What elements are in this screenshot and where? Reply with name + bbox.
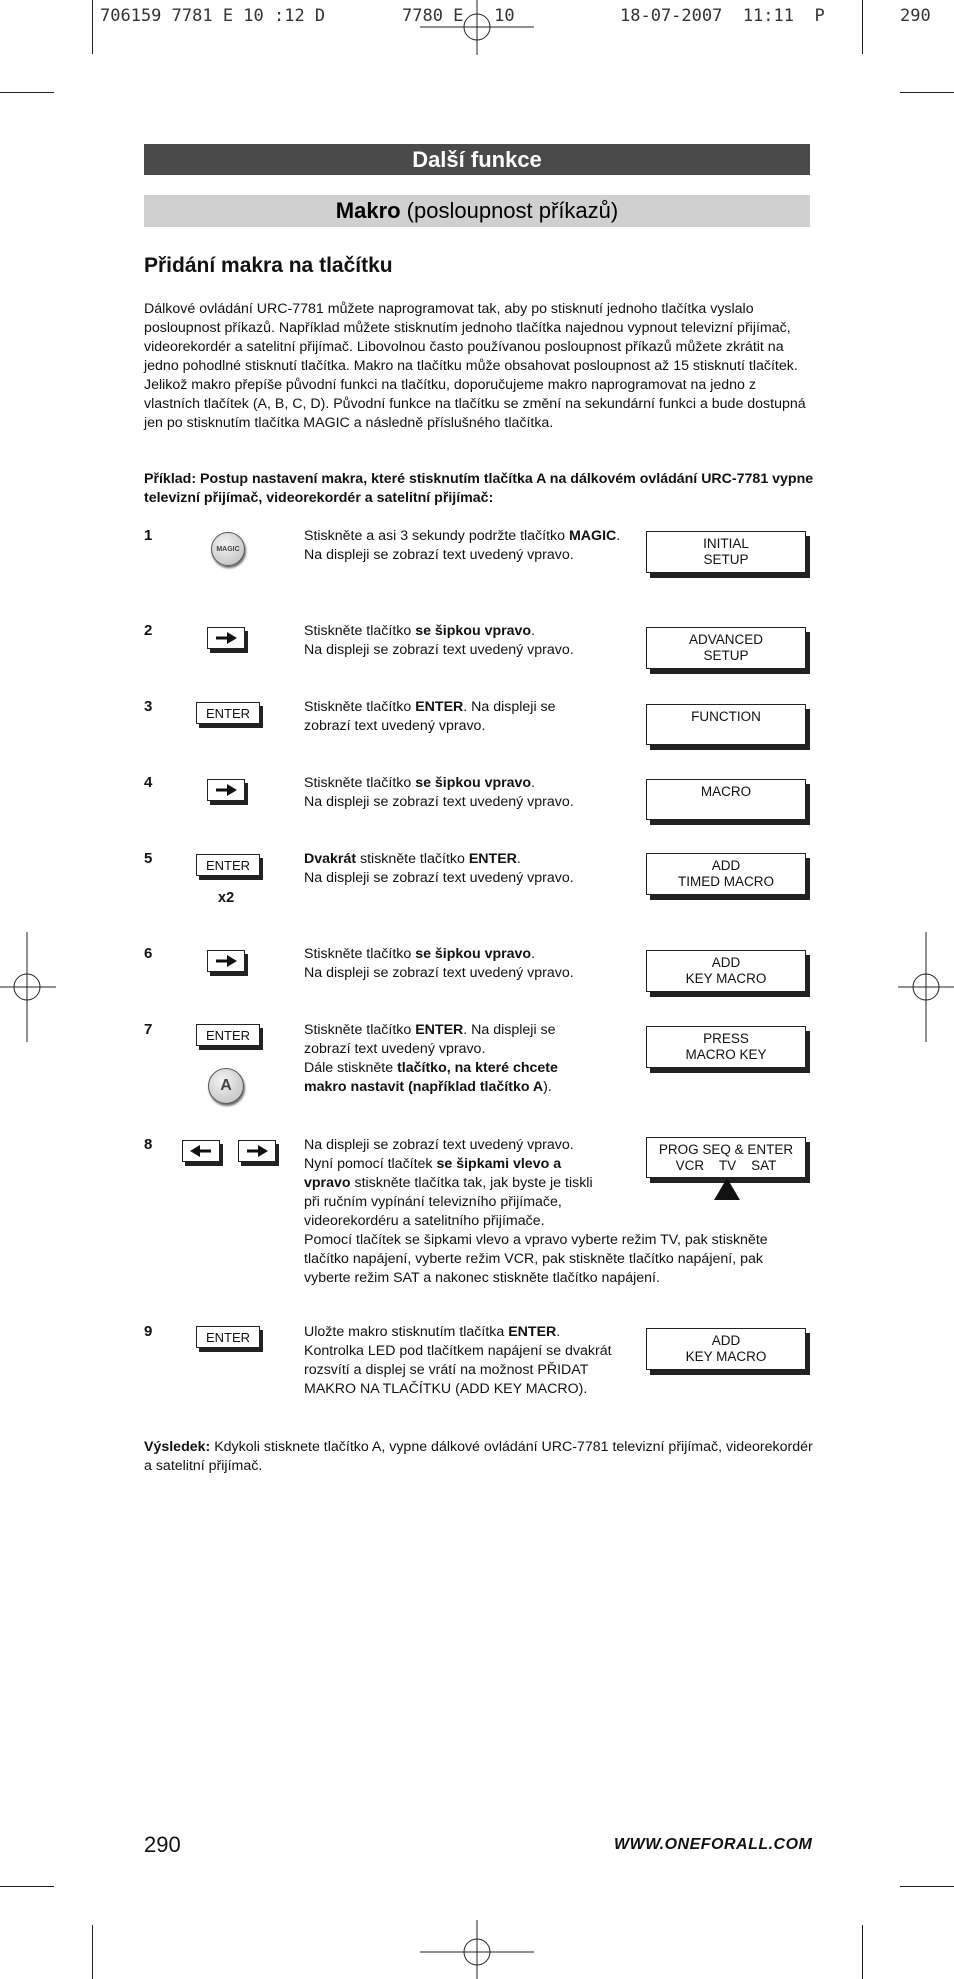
crop-mark bbox=[862, 0, 863, 54]
result-text: Výsledek: Kdykoli stisknete tlačítko A, vypne dálkové ovládání URC-7781 televizní přijímač, videorekordér a satelitní přijímač. bbox=[144, 1439, 813, 1474]
slug-file: 7780 E 10 bbox=[402, 6, 515, 26]
enter-button-icon: ENTER bbox=[196, 1024, 260, 1046]
right-arrow-button-icon bbox=[207, 950, 245, 972]
step-description: Stiskněte tlačítko se šipkou vpravo. Na displeji se zobrazí text uvedený vpravo. bbox=[304, 775, 574, 810]
crop-mark bbox=[0, 92, 54, 93]
slug-datetime: 18-07-2007 11:11 P bbox=[620, 6, 825, 26]
step-number: 2 bbox=[144, 622, 153, 639]
step-number: 7 bbox=[144, 1021, 153, 1038]
enter-button-icon: ENTER bbox=[196, 1326, 260, 1348]
lcd-display: PROG SEQ & ENTER VCR TV SAT bbox=[646, 1137, 806, 1178]
step-number: 5 bbox=[144, 850, 153, 867]
subsection-title: Makro bbox=[335, 198, 401, 223]
enter-button-icon: ENTER bbox=[196, 702, 260, 724]
step-number: 3 bbox=[144, 698, 153, 715]
lcd-display: ADVANCED SETUP bbox=[646, 627, 806, 669]
slug-page: 290 bbox=[900, 6, 931, 26]
step-description: Stiskněte a asi 3 sekundy podržte tlačítko MAGIC. Na displeji se zobrazí text uvedený vpravo. bbox=[304, 528, 621, 563]
registration-mark-top bbox=[420, 0, 534, 60]
step-description: Dvakrát stiskněte tlačítko ENTER. Na displeji se zobrazí text uvedený vpravo. bbox=[304, 851, 574, 886]
step-number: 1 bbox=[144, 527, 153, 544]
press-twice-label: x2 bbox=[218, 890, 235, 906]
lcd-display: PRESS MACRO KEY bbox=[646, 1026, 806, 1068]
crop-mark bbox=[900, 92, 954, 93]
registration-mark-bottom bbox=[420, 1920, 534, 1979]
crop-mark bbox=[862, 1925, 863, 1979]
lcd-display: FUNCTION bbox=[646, 704, 806, 745]
magic-button-icon: MAGIC bbox=[211, 532, 245, 566]
slug-job: 706159 7781 E 10 :12 D bbox=[100, 6, 326, 26]
lcd-display: ADD KEY MACRO bbox=[646, 950, 806, 992]
step-description: Stiskněte tlačítko ENTER. Na displeji se zobrazí text uvedený vpravo. Dále stiskněte tlačítko, na které chcete makro nastavit (například tlačítko A). bbox=[304, 1022, 558, 1095]
right-arrow-button-icon bbox=[207, 779, 245, 801]
step-description: Na displeji se zobrazí text uvedený vpravo. Nyní pomocí tlačítek se šipkami vlevo a vpravo stiskněte tlačítka tak, jak byste je tiskli při ručním vypínání televizního přijímače, videorekordéru a satelitního přijímače. bbox=[304, 1137, 593, 1229]
step-number: 8 bbox=[144, 1136, 153, 1153]
lcd-display: MACRO bbox=[646, 779, 806, 820]
section-header: Další funkce bbox=[144, 144, 810, 175]
up-arrow-pointer-icon bbox=[712, 1178, 742, 1202]
lcd-display: INITIAL SETUP bbox=[646, 531, 806, 573]
subsection-subtitle: (posloupnost příkazů) bbox=[400, 198, 619, 223]
right-arrow-button-icon bbox=[238, 1140, 276, 1162]
left-arrow-button-icon bbox=[182, 1140, 220, 1162]
example-heading: Příklad: Postup nastavení makra, které stisknutím tlačítka A na dálkovém ovládání URC-7781 vypne televizní přijímač, videorekordér a satelitní přijímač: bbox=[144, 471, 814, 506]
step-description-continued: Pomocí tlačítek se šipkami vlevo a vpravo vyberte režim TV, pak stiskněte tlačítko napájení, vyberte režim VCR, pak stiskněte tlačítko napájení, pak vyberte režim SAT a nakonec stiskněte tlačítko napájení. bbox=[304, 1232, 768, 1286]
registration-mark-left bbox=[0, 932, 56, 1042]
a-button-icon: A bbox=[208, 1068, 244, 1104]
crop-mark bbox=[92, 0, 93, 54]
crop-mark bbox=[92, 1925, 93, 1979]
page-number: 290 bbox=[144, 1832, 181, 1857]
registration-mark-right bbox=[898, 932, 954, 1042]
crop-mark bbox=[900, 1886, 954, 1887]
step-description: Stiskněte tlačítko se šipkou vpravo. Na displeji se zobrazí text uvedený vpravo. bbox=[304, 946, 574, 981]
page-title: Přidání makra na tlačítku bbox=[144, 254, 393, 277]
lcd-display: ADD TIMED MACRO bbox=[646, 853, 806, 895]
website-url: WWW.ONEFORALL.COM bbox=[614, 1836, 813, 1853]
crop-mark bbox=[0, 1886, 54, 1887]
enter-button-icon: ENTER bbox=[196, 854, 260, 876]
step-description: Stiskněte tlačítko se šipkou vpravo. Na displeji se zobrazí text uvedený vpravo. bbox=[304, 623, 574, 658]
step-number: 6 bbox=[144, 945, 153, 962]
step-description: Stiskněte tlačítko ENTER. Na displeji se zobrazí text uvedený vpravo. bbox=[304, 699, 556, 734]
right-arrow-button-icon bbox=[207, 627, 245, 649]
intro-paragraph: Dálkové ovládání URC-7781 můžete naprogramovat tak, aby po stisknutí jednoho tlačítka vyslalo posloupnost příkazů. Například můžete stisknutím jednoho tlačítka najednou vypnout televizní přijímač, videorekordér a satelitní přijímač. Libovolnou často používanou posloupnost příkazů můžete zkrátit na jedno pohodlné stisknutí tlačítka. Makro na tlačítku může obsahovat posloupnost až 15 stisknutí tlačítek. bbox=[144, 301, 798, 374]
intro-paragraph: Jelikož makro přepíše původní funkci na tlačítku, doporučujeme makro naprogramovat na jedno z vlastních tlačítek (A, B, C, D). Původní funkce na tlačítku se změní na sekundární funkci a bude dostupná jen po stisknutím tlačítka MAGIC a následně příslušného tlačítka. bbox=[144, 377, 806, 431]
lcd-display: ADD KEY MACRO bbox=[646, 1328, 806, 1370]
subsection-header bbox=[144, 195, 810, 227]
intro-text bbox=[144, 300, 814, 433]
step-number: 9 bbox=[144, 1323, 153, 1340]
step-description: Uložte makro stisknutím tlačítka ENTER. Kontrolka LED pod tlačítkem napájení se dvakrát rozsvítí a displej se vrátí na možnost PŘIDAT MAKRO NA TLAČÍTKU (ADD KEY MACRO). bbox=[304, 1324, 612, 1397]
step-number: 4 bbox=[144, 774, 153, 791]
